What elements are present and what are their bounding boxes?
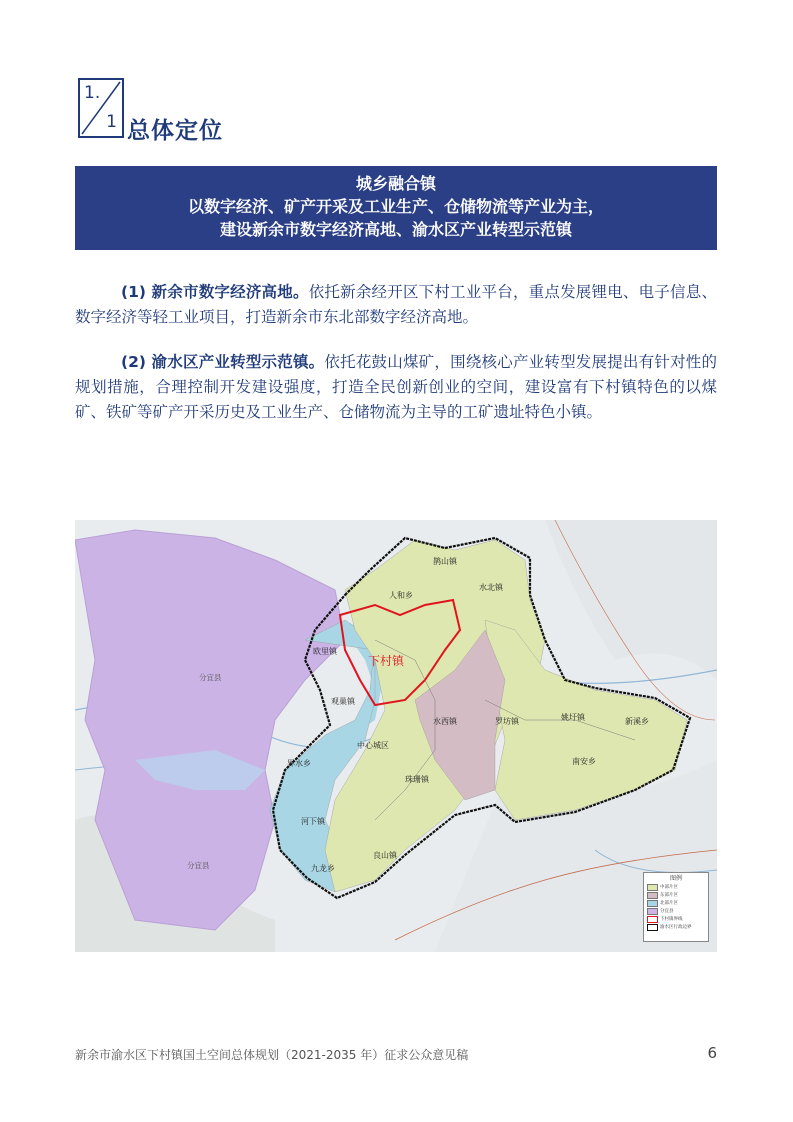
map-label-fenyi-north: 分宜县: [199, 673, 222, 682]
section-number-bottom: 1: [106, 112, 117, 132]
legend-title: 图例: [669, 875, 682, 882]
paragraph-industrial-transition: [75, 350, 717, 425]
paragraph-digital-economy: [75, 280, 717, 330]
map-label-shuibei: 水北镇: [479, 583, 503, 592]
map-label-xinxi: 新溪乡: [625, 717, 649, 726]
map-label-yaoxu: 姚圩镇: [561, 713, 585, 722]
section-number-box: [78, 78, 124, 138]
map-label-fenyi-south: 分宜县: [187, 861, 210, 870]
paragraph-2-lead: (2) 渝水区产业转型示范镇。: [121, 353, 325, 371]
legend-item: [647, 883, 708, 891]
banner-line-2: 以数字经济、矿产开采及工业生产、仓储物流等产业为主，: [187, 197, 604, 216]
map-label-jieshui: 界水乡: [287, 759, 311, 768]
legend-item: [647, 923, 708, 931]
legend-swatch: [647, 916, 658, 923]
paragraph-2-body: 依托花鼓山煤矿，围绕核心产业转型发展提出有针对性的规划措施，合理控制开发建设强度，打造全民创新创业的空间，建设富有下村镇特色的以煤矿、铁矿等矿产开采历史及工业生产、仓储物流为主导的工矿遗址特色小镇。: [75, 353, 717, 421]
map-label-zhushan: 珠珊镇: [405, 775, 429, 784]
map-label-jiulong: 九龙乡: [311, 864, 335, 873]
legend-label: 渝水区行政边界: [660, 925, 692, 930]
map-label-liangshan: 良山镇: [373, 851, 397, 860]
section-title: 总体定位: [127, 118, 223, 144]
legend-item: [647, 891, 708, 899]
map-label-ouli: 欧里镇: [313, 647, 337, 656]
legend-item: [647, 915, 708, 923]
map-label-zhongxin: 中心城区: [357, 741, 389, 750]
legend-swatch: [647, 908, 658, 915]
legend-label: 东部片区: [660, 893, 678, 898]
positioning-banner: [75, 166, 717, 250]
map-label-shuixi: 水西镇: [433, 717, 457, 726]
legend-item: [647, 899, 708, 907]
legend-label: 下村镇界线: [660, 917, 683, 922]
map-label-luofang: 罗坊镇: [495, 717, 519, 726]
legend-label: 北部片区: [660, 901, 678, 906]
map-graphic: [75, 520, 717, 952]
map-label-queshan: 鹊山镇: [433, 557, 457, 566]
paragraph-1-lead: (1) 新余市数字经济高地。: [121, 283, 309, 301]
map-label-nanan: 南安乡: [572, 757, 596, 766]
map-label-guanchao: 观巢镇: [331, 697, 355, 706]
legend-swatch: [647, 900, 658, 907]
map-label-renhe: 人和乡: [389, 591, 413, 600]
map-legend: [643, 872, 709, 942]
map-label-xiacun: 下村镇: [368, 654, 405, 668]
legend-label: 分宜县: [660, 909, 674, 914]
section-number-top: 1.: [84, 83, 101, 103]
regional-map: [75, 520, 717, 952]
map-label-hexia: 河下镇: [301, 817, 325, 826]
page-number: 6: [707, 1044, 717, 1062]
legend-swatch: [647, 924, 658, 931]
banner-line-3: 建设新余市数字经济高地、渝水区产业转型示范镇: [219, 220, 572, 239]
legend-swatch: [647, 884, 658, 891]
banner-line-1: 城乡融合镇: [355, 174, 436, 193]
legend-label: 中部片区: [660, 885, 678, 890]
legend-item: [647, 907, 708, 915]
document-footer: 新余市渝水区下村镇国土空间总体规划（2021-2035 年）征求公众意见稿: [75, 1048, 469, 1062]
legend-swatch: [647, 892, 658, 899]
paragraph-1-body: 依托新余经开区下村工业平台，重点发展锂电、电子信息、数字经济等轻工业项目，打造新余市东北部数字经济高地。: [75, 283, 717, 326]
